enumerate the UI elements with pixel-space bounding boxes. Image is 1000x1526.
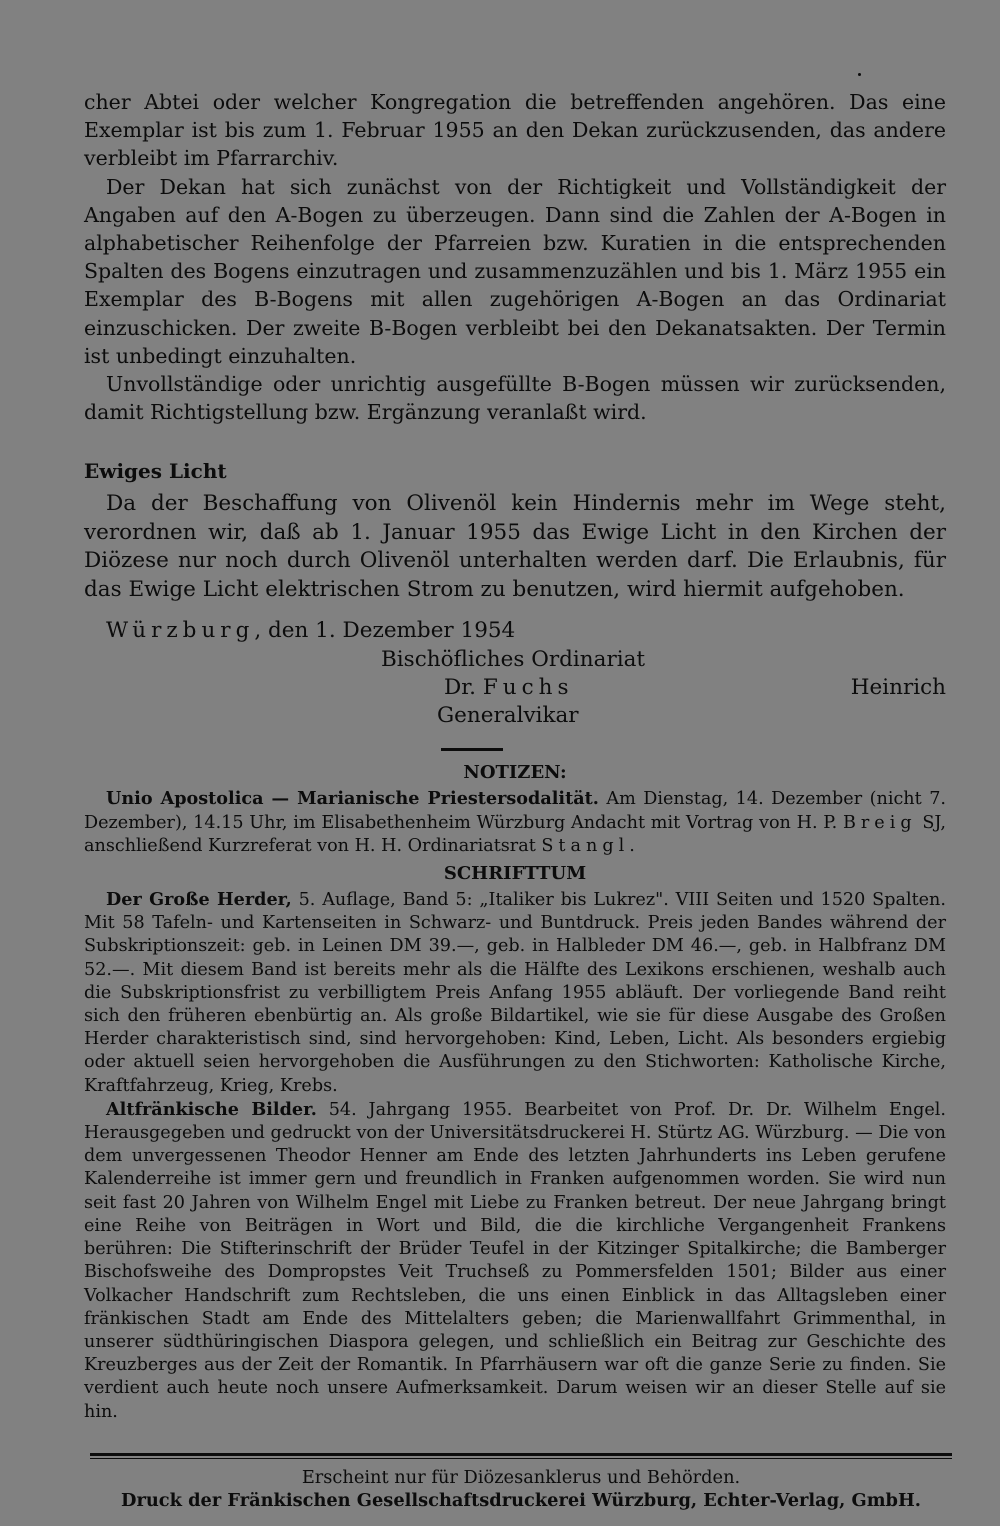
section-heading-ewiges-licht: Ewiges Licht (84, 459, 227, 484)
notizen-text: Am Dienstag, 14. Dezember (nicht 7. Dezember), 14.15 Uhr, im Elisabethenheim Würzburg Andacht mit Vortrag von H. P. (84, 789, 946, 833)
review-title: Der Große Herder, (106, 889, 292, 911)
dateline-city: Würzburg (106, 618, 255, 644)
notizen-name-stangl: Stangl (541, 835, 630, 856)
review-altfraenkische-bilder (84, 1098, 946, 1424)
dateline-date: , den 1. Dezember 1954 (254, 618, 516, 644)
paragraph-dekan: Der Dekan hat sich zunächst von der Richtigkeit und Vollständigkeit der Angaben auf den A-Bogen zu überzeugen. Dann sind die Zahlen der A-Bogen in alphabetischer Reihenfolge der Pfarreien bzw. Kuratien in die entsprechenden Spalten des Bogens einzutragen und zusammenzuzählen und bis 1. März 1955 ein Exemplar des B-Bogens mit allen zugehörigen A-Bogen an das Ordinariat einzuschicken. Der zweite B-Bogen verbleibt bei den Dekanatsakten. Der Termin ist unbedingt einzuhalten. (84, 174, 946, 368)
review-title: Altfränkische Bilder. (106, 1098, 317, 1120)
notizen-heading: NOTIZEN: (463, 762, 567, 784)
signature-title-prefix: Dr. (444, 675, 476, 701)
speck-mark (858, 73, 861, 76)
signature-first-name: Heinrich (850, 675, 946, 701)
notizen-paragraph (84, 787, 946, 858)
notizen-name-breig: Breig (842, 812, 917, 833)
notices-section (84, 761, 946, 1423)
review-grosse-herder (84, 888, 946, 1098)
review-text: 5. Auflage, Band 5: „Italiker bis Lukrez". VIII Seiten und 1520 Spalten. Mit 58 Tafeln- und Kartenseiten in Schwarz- und Buntdruck. Preis jeden Bandes während der Subskriptionszeit: geb. in Leinen DM 39.—, geb. in Halbleder DM 46.—, geb. in Halbfranz DM 52.—. Mit diesem Band ist bereits mehr als die Hälfte des Lexikons erschienen, weshalb auch die Subskriptionsfrist zu verbilligtem Preis Anfang 1955 abläuft. Der vorliegende Band reiht sich den früheren ebenbürtig an. Als große Bildartikel, wie sie für diese Ausgabe des Großen Herder charakteristisch sind, sind hervorgehoben: Kind, Leben, Licht. Als besonders ergiebig oder aktuell seien hervorgehoben die Ausführungen zu den Stichworten: Katholische Kirche, Kraftfahrzeug, Krieg, Krebs. (84, 890, 946, 1096)
signature-surname: Fuchs (482, 675, 574, 701)
review-text: 54. Jahrgang 1955. Bearbeitet von Prof. Dr. Dr. Wilhelm Engel. Herausgegeben und gedruckt von der Universitätsdruckerei H. Stürtz AG. Würzburg. — Die von dem unvergessenen Theodor Henner am Ende des letzten Jahrhunderts ins Leben gerufene Kalenderreihe ist immer gern und freundlich in Franken aufgenommen worden. Sie wird nun seit fast 20 Jahren von Wilhelm Engel mit Liebe zu Franken betreut. Der neue Jahrgang bringt eine Reihe von Beiträgen in Wort und Bild, die die kirchliche Vergangenheit Frankens berühren: Die Stifterinschrift der Brüder Teufel in der Kitzinger Spitalkirche; die Bamberger Bischofsweihe des Dompropstes Veit Truchseß zu Pommersfelden 1501; Bilder aus einer Volkacher Handschrift zum Rechtsleben, die uns einen Einblick in das Alltagsleben einer fränkischen Stadt am Ende des Mittelalters geben; die Marienwallfahrt Grimmenthal, in unserer südthüringischen Diaspora gelegen, und schließlich ein Beitrag zur Geschichte des Kreuzberges aus der Zeit der Romantik. In Pfarrhäusern war oft die ganze Serie zu finden. Sie verdient auch heute noch unsere Aufmerksamkeit. Darum weisen wir an dieser Stelle auf sie hin. (84, 1099, 946, 1422)
signature-name (444, 674, 574, 702)
signature-block (84, 646, 946, 738)
notizen-text-3: . (629, 835, 635, 856)
exemplar-section (84, 88, 946, 426)
page-content (84, 88, 946, 1424)
section-divider (441, 748, 503, 751)
footer (90, 1466, 952, 1512)
footer-printer-note: Druck der Fränkischen Gesellschaftsdruckerei Würzburg, Echter-Verlag, GmbH. (121, 1490, 921, 1511)
dateline (106, 616, 946, 646)
schrifttum-heading: SCHRIFTTUM (443, 863, 587, 885)
signature-organization: Bischöfliches Ordinariat (381, 647, 646, 673)
footer-rule-thin (90, 1458, 952, 1459)
notizen-lead: Unio Apostolica — Marianische Priestersodalität. (106, 788, 599, 810)
signature-role: Generalvikar (437, 703, 579, 729)
footer-rule (90, 1453, 952, 1456)
notizen-text-2: SJ, anschließend Kurzreferat von H. H. Ordinariatsrat (84, 812, 947, 856)
footer-distribution-note: Erscheint nur für Diözesanklerus und Behörden. (301, 1467, 741, 1488)
paragraph-unvollstaendig: Unvollständige oder unrichtig ausgefüllte B-Bogen müssen wir zurücksenden, damit Richtigstellung bzw. Ergänzung veranlaßt wird. (84, 372, 946, 425)
paragraph-continuation: cher Abtei oder welcher Kongregation die betreffenden angehören. Das eine Exemplar ist bis zum 1. Februar 1955 an den Dekan zurückzusenden, das andere verbleibt im Pfarrarchiv. (84, 90, 946, 171)
paragraph-ewiges-licht: Da der Beschaffung von Olivenöl kein Hindernis mehr im Wege steht, verordnen wir, daß ab 1. Januar 1955 das Ewige Licht in den Kirchen der Diözese nur noch durch Olivenöl unterhalten werden darf. Die Erlaubnis, für das Ewige Licht elektrischen Strom zu benutzen, wird hiermit aufgehoben. (84, 491, 946, 602)
